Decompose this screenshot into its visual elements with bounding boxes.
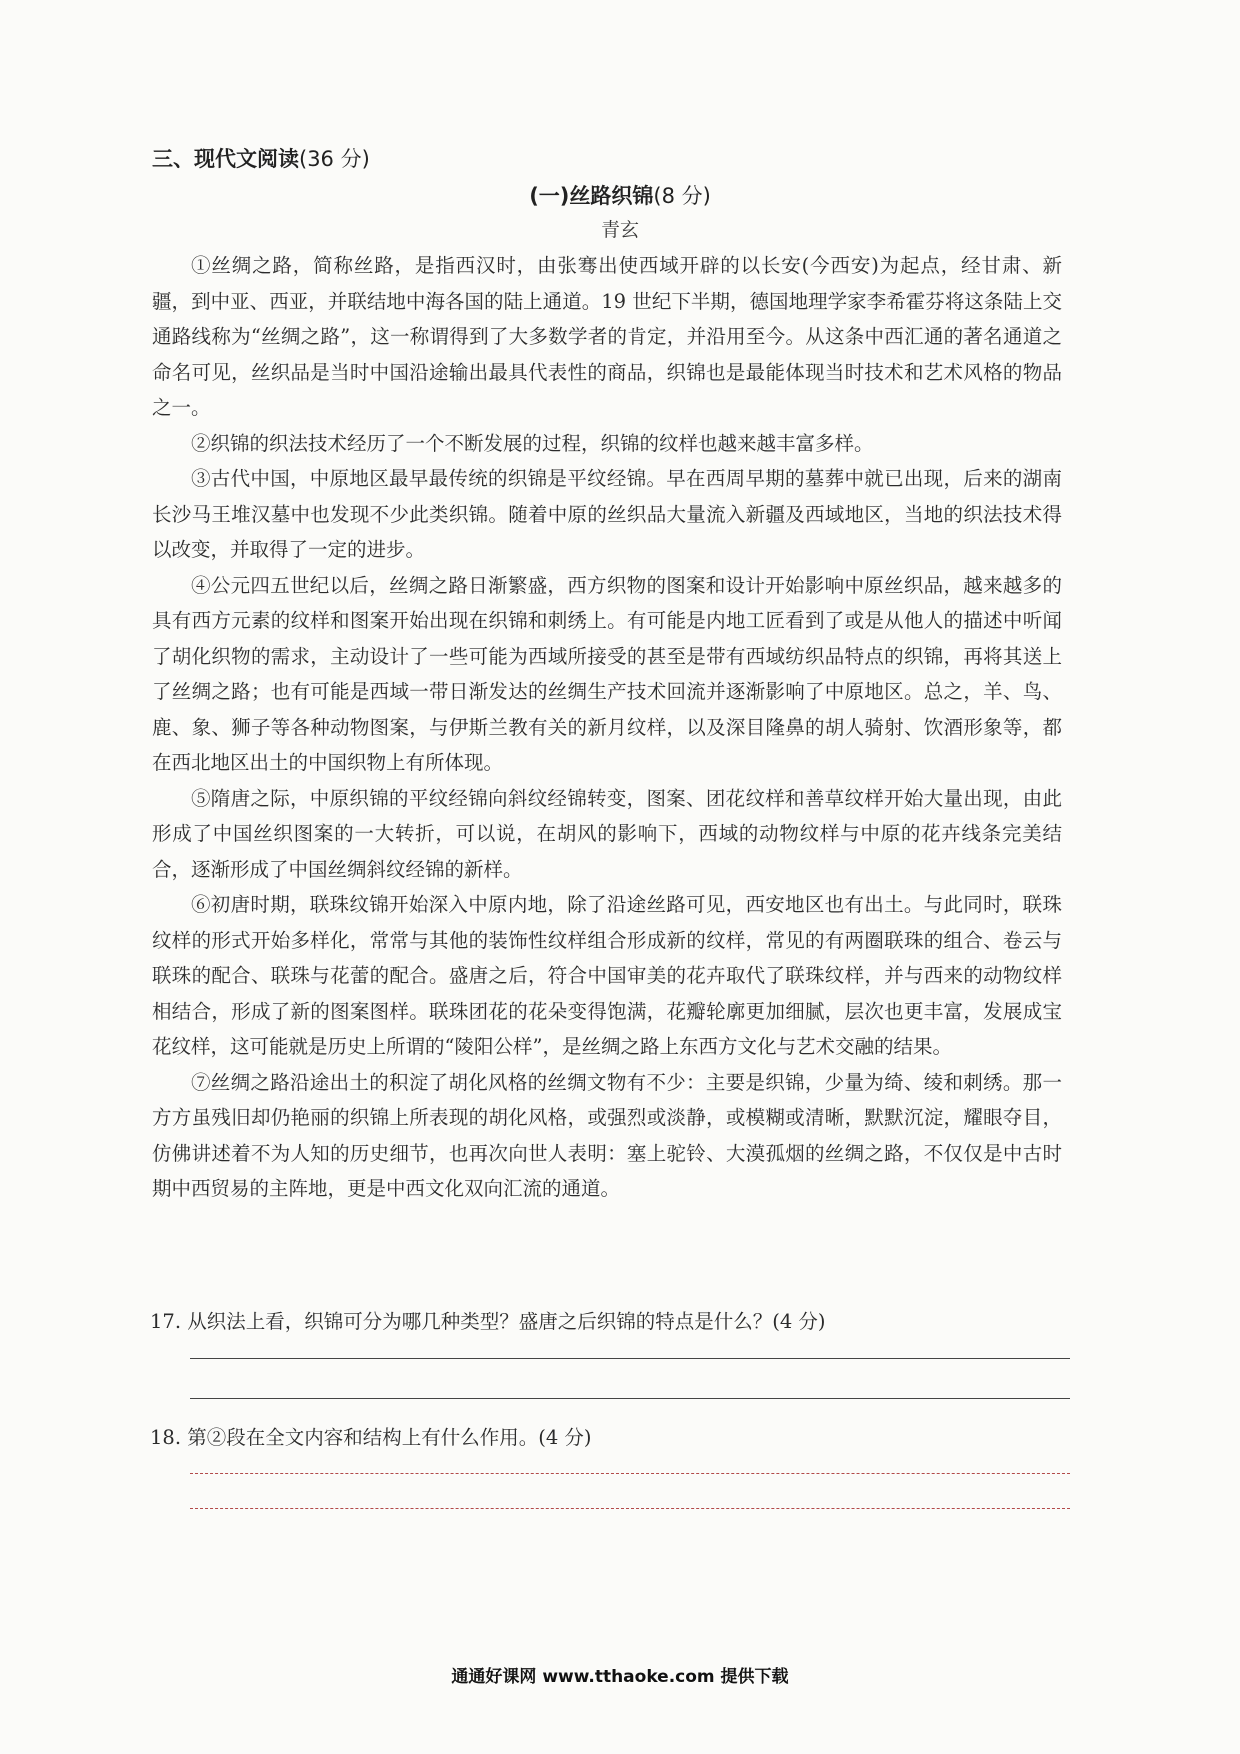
answer-line[interactable] xyxy=(190,1508,1070,1509)
answer-line[interactable] xyxy=(190,1473,1070,1474)
section-score: (36 分) xyxy=(299,147,370,171)
footer-credit: 通通好课网 www.tthaoke.com 提供下载 xyxy=(451,1667,789,1687)
paragraph-7: ⑦丝绸之路沿途出土的积淀了胡化风格的丝绸文物有不少：主要是织锦，少量为绮、绫和刺绣。那一方方虽残旧却仍艳丽的织锦上所表现的胡化风格，或强烈或淡静，或模糊或清晰，默默沉淀，耀眼夺目，仿佛讲述着不为人知的历史细节，也再次向世人表明：塞上驼铃、大漠孤烟的丝绸之路，不仅仅是中古时期中西贸易的主阵地，更是中西文化双向汇流的通道。 xyxy=(152,1070,1062,1200)
paragraph-3: ③古代中国，中原地区最早最传统的织锦是平纹经锦。早在西周早期的墓葬中就已出现，后来的湖南长沙马王堆汉墓中也发现不少此类织锦。随着中原的丝织品大量流入新疆及西域地区，当地的织法技术得以改变，并取得了一定的进步。 xyxy=(152,467,1062,561)
article-score: (8 分) xyxy=(653,184,711,208)
answer-line[interactable] xyxy=(190,1358,1070,1359)
paragraph-2: ②织锦的织法技术经历了一个不断发展的过程，织锦的纹样也越来越丰富多样。 xyxy=(191,431,874,455)
article-heading xyxy=(0,180,1240,210)
question-18: 18. 第②段在全文内容和结构上有什么作用。(4 分) xyxy=(150,1426,592,1449)
paragraph-5: ⑤隋唐之际，中原织锦的平纹经锦向斜纹经锦转变，图案、团花纹样和善草纹样开始大量出现，由此形成了中国丝织图案的一大转折，可以说，在胡风的影响下，西域的动物纹样与中原的花卉线条完美结合，逐渐形成了中国丝绸斜纹经锦的新样。 xyxy=(152,786,1062,881)
paragraph-1: ①丝绸之路，简称丝路，是指西汉时，由张骞出使西域开辟的以长安(今西安)为起点，经甘肃、新疆，到中亚、西亚，并联结地中海各国的陆上通道。19 世纪下半期，德国地理学家李希霍芬将这条陆上交通路线称为“丝绸之路”，这一称谓得到了大多数学者的肯定，并沿用至今。从这条中西汇通的著名通道之命名可见，丝织品是当时中国沿途输出最具代表性的商品，织锦也是最能体现当时技术和艺术风格的物品之一。 xyxy=(152,254,1062,419)
article-body xyxy=(152,248,1062,1207)
article-title: (一)丝路织锦 xyxy=(529,184,654,208)
article-author: 青玄 xyxy=(600,219,639,241)
section-heading xyxy=(152,143,370,173)
section-title: 三、现代文阅读 xyxy=(152,147,299,171)
paragraph-6: ⑥初唐时期，联珠纹锦开始深入中原内地，除了沿途丝路可见，西安地区也有出土。与此同时，联珠纹样的形式开始多样化，常常与其他的装饰性纹样组合形成新的纹样，常见的有两圈联珠的组合、卷云与联珠的配合、联珠与花蕾的配合。盛唐之后，符合中国审美的花卉取代了联珠纹样，并与西来的动物纹样相结合，形成了新的图案图样。联珠团花的花朵变得饱满，花瓣轮廓更加细腻，层次也更丰富，发展成宝花纹样，这可能就是历史上所谓的“陵阳公样”，是丝绸之路上东西方文化与艺术交融的结果。 xyxy=(152,893,1062,1058)
question-17: 17. 从织法上看，织锦可分为哪几种类型？盛唐之后织锦的特点是什么？(4 分) xyxy=(150,1310,826,1333)
paragraph-4: ④公元四五世纪以后，丝绸之路日渐繁盛，西方织物的图案和设计开始影响中原丝织品，越来越多的具有西方元素的纹样和图案开始出现在织锦和刺绣上。有可能是内地工匠看到了或是从他人的描述中听闻了胡化织物的需求，主动设计了一些可能为西域所接受的甚至是带有西域纺织品特点的织锦，再将其送上了丝绸之路；也有可能是西域一带日渐发达的丝绸生产技术回流并逐渐影响了中原地区。总之，羊、鸟、鹿、象、狮子等各种动物图案，与伊斯兰教有关的新月纹样，以及深目隆鼻的胡人骑射、饮酒形象等，都在西北地区出土的中国织物上有所体现。 xyxy=(152,573,1062,774)
answer-line[interactable] xyxy=(190,1398,1070,1399)
